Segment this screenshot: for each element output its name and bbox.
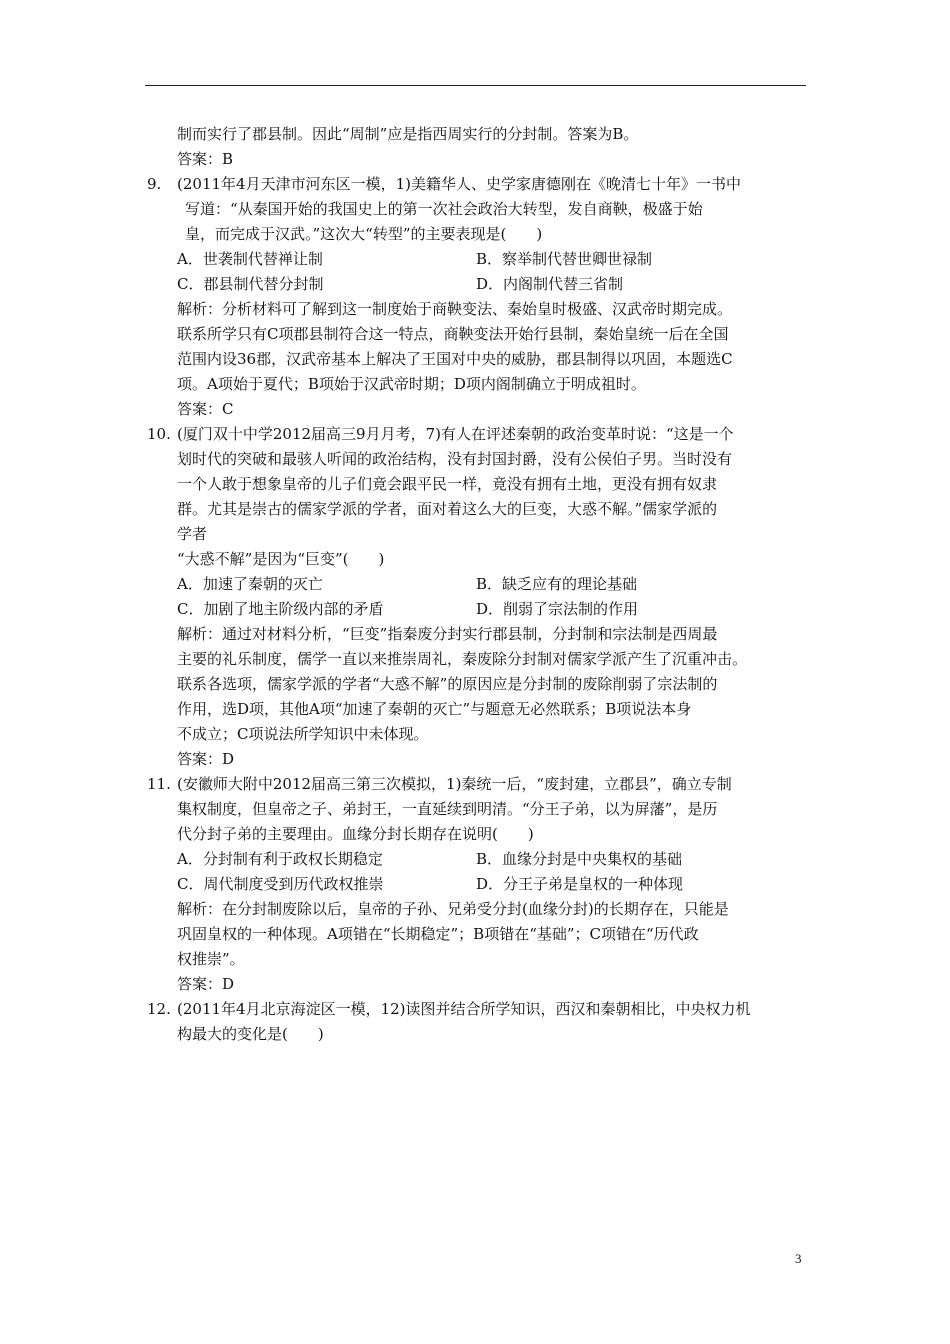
q11-stem-line: 代分封子弟的主要理由。血缘分封长期存在说明( ): [177, 825, 534, 843]
q9-option-d: D．内阁制代替三省制: [476, 275, 624, 293]
q9-stem-line: (2011年4月天津市河东区一模，1)美籍华人、史学家唐德刚在《晚清七十年》一书中: [177, 175, 741, 193]
q10-stem-line: 学者: [177, 525, 208, 543]
q12-number: 12.: [147, 1000, 171, 1018]
q11-answer: 答案：D: [177, 975, 235, 993]
q9-stem-line: 皇，而完成于汉武。”这次大“转型”的主要表现是( ): [185, 225, 543, 243]
header-rule: [145, 85, 806, 86]
q10-analysis-line: 解析：通过对材料分析，“巨变”指秦废分封实行郡县制，分封制和宗法制是西周最: [177, 625, 718, 643]
q11-option-b: B．血缘分封是中央集权的基础: [476, 850, 683, 868]
q9-analysis-line: 解析：分析材料可了解到这一制度始于商鞅变法、秦始皇时极盛、汉武帝时期完成。: [177, 300, 733, 318]
q10-analysis-line: 主要的礼乐制度，儒学一直以来推崇周礼，秦废除分封制对儒家学派产生了沉重冲击。: [177, 650, 748, 668]
q12-stem-line: (2011年4月北京海淀区一模，12)读图并结合所学知识，西汉和秦朝相比，中央权力机: [177, 1000, 751, 1018]
q12-stem-line: 构最大的变化是( ): [177, 1025, 324, 1043]
q9-answer: 答案：C: [177, 400, 234, 418]
q11-stem-line: (安徽师大附中2012届高三第三次模拟，1)秦统一后，“废封建，立郡县”，确立专制: [177, 775, 732, 793]
q9-option-c: C．郡县制代替分封制: [177, 275, 324, 293]
q10-number: 10.: [147, 425, 171, 443]
q10-stem-line: (厦门双十中学2012届高三9月月考，7)有人在评述秦朝的政治变革时说：“这是一个: [177, 425, 734, 443]
q10-stem-line: 一个人敢于想象皇帝的儿子们竟会跟平民一样，竟没有拥有土地，更没有拥有奴隶: [177, 475, 718, 493]
page-number: 3: [795, 1251, 802, 1266]
q11-analysis-line: 巩固皇权的一种体现。A项错在“长期稳定”；B项错在“基础”；C项错在“历代政: [177, 925, 699, 943]
q10-stem-line: “大惑不解”是因为“巨变”( ): [177, 550, 385, 568]
q9-analysis-line: 联系所学只有C项郡县制符合这一特点，商鞅变法开始行县制，秦始皇统一后在全国: [177, 325, 729, 343]
q9-stem-line: 写道：“从秦国开始的我国史上的第一次社会政治大转型，发自商鞅，极盛于始: [185, 200, 703, 218]
q11-analysis-line: 权推崇”。: [177, 950, 245, 968]
q10-analysis-line: 作用，选D项，其他A项“加速了秦朝的灭亡”与题意无必然联系；B项说法本身: [177, 700, 692, 718]
q8-answer: 答案：B: [177, 150, 234, 168]
q10-analysis-line: 不成立；C项说法所学知识中未体现。: [177, 725, 429, 743]
q9-analysis-line: 范围内设36郡，汉武帝基本上解决了王国对中央的威胁，郡县制得以巩固，本题选C: [177, 350, 733, 368]
q10-answer: 答案：D: [177, 750, 235, 768]
q10-stem-line: 群。尤其是崇古的儒家学派的学者，面对着这么大的巨变，大惑不解。”儒家学派的: [177, 500, 718, 518]
q10-stem-line: 划时代的突破和最骇人听闻的政治结构，没有封国封爵，没有公侯伯子男。当时没有: [177, 450, 733, 468]
q10-option-b: B．缺乏应有的理论基础: [476, 575, 638, 593]
q8-text-line: 制而实行了郡县制。因此“周制”应是指西周实行的分封制。答案为B。: [177, 125, 639, 143]
q11-option-d: D．分王子弟是皇权的一种体现: [476, 875, 684, 893]
q10-option-c: C．加剧了地主阶级内部的矛盾: [177, 600, 384, 618]
q9-analysis-line: 项。A项始于夏代；B项始于汉武帝时期；D项内阁制确立于明成祖时。: [177, 375, 646, 393]
q11-option-a: A．分封制有利于政权长期稳定: [177, 850, 383, 868]
q11-number: 11.: [147, 775, 171, 793]
q11-stem-line: 集权制度，但皇帝之子、弟封王，一直延续到明清。“分王子弟，以为屏藩”，是历: [177, 800, 718, 818]
q10-option-d: D．削弱了宗法制的作用: [476, 600, 639, 618]
q9-option-b: B．察举制代替世卿世禄制: [476, 250, 653, 268]
q11-analysis-line: 解析：在分封制废除以后，皇帝的子孙、兄弟受分封(血缘分封)的长期存在，只能是: [177, 900, 729, 918]
q10-analysis-line: 联系各选项，儒家学派的学者“大惑不解”的原因应是分封制的废除削弱了宗法制的: [177, 675, 718, 693]
q10-option-a: A．加速了秦朝的灭亡: [177, 575, 323, 593]
q11-option-c: C．周代制度受到历代政权推崇: [177, 875, 384, 893]
q9-number: 9.: [147, 175, 162, 193]
q9-option-a: A．世袭制代替禅让制: [177, 250, 323, 268]
